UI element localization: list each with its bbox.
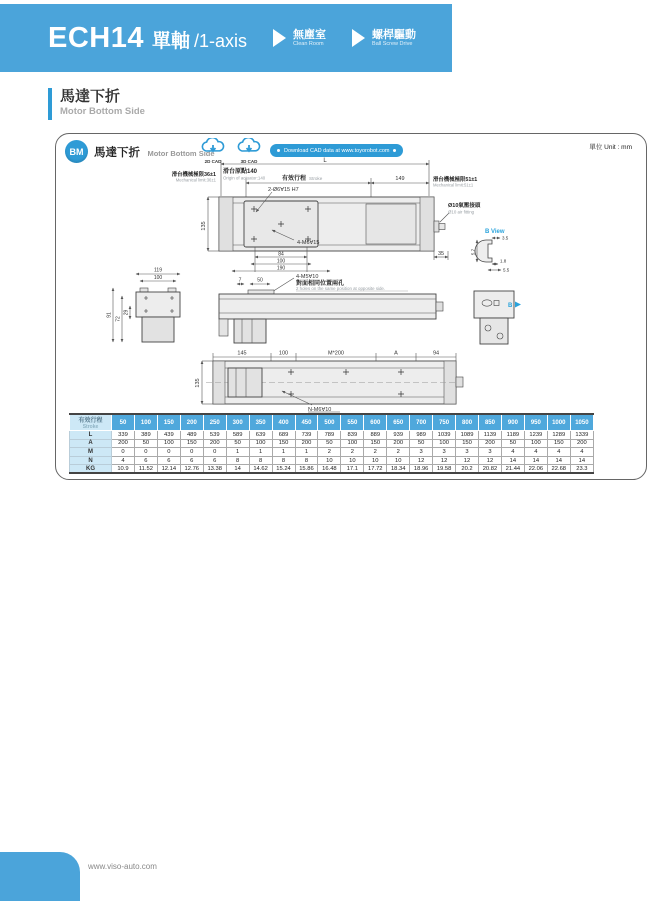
table-cell: 14	[524, 456, 547, 465]
mech-limit-left-en: Mechanical limit:36±1	[175, 177, 216, 183]
table-cell: 3	[433, 448, 456, 457]
spec-panel	[55, 133, 647, 480]
table-cell: 1239	[524, 431, 547, 440]
table-cell: 0	[203, 448, 226, 457]
table-cell: 200	[479, 439, 502, 448]
table-cell: 8	[272, 456, 295, 465]
table-row	[70, 456, 594, 465]
stroke-column-header: 650	[387, 414, 410, 431]
dot-icon	[393, 149, 396, 152]
table-cell: 2	[364, 448, 387, 457]
stroke-column-header: 50	[112, 414, 135, 431]
table-cell: 4	[524, 448, 547, 457]
stroke-header-cell: 有效行程 Stroke	[70, 414, 112, 431]
table-row	[70, 465, 594, 474]
dim-7: 7	[238, 277, 242, 284]
n-m6-label: N-M6∀10	[308, 407, 332, 413]
table-cell: 200	[112, 439, 135, 448]
table-cell: 20.2	[456, 465, 479, 474]
stroke-column-header: 400	[272, 414, 295, 431]
table-cell: 339	[112, 431, 135, 440]
dim-3-5: 3.5	[502, 235, 509, 241]
row-label: KG	[70, 465, 112, 474]
table-cell: 14	[570, 456, 593, 465]
table-cell: 10	[341, 456, 364, 465]
table-cell: 10	[364, 456, 387, 465]
dim-L: L	[323, 158, 327, 164]
table-cell: 200	[387, 439, 410, 448]
mech-limit-right-cn: 滑台機械極限51±1	[433, 177, 478, 183]
dim-5-5: 5.5	[503, 267, 510, 273]
feature-clean-room	[273, 29, 326, 48]
table-cell: 13.38	[203, 465, 226, 474]
stroke-column-header: 300	[226, 414, 249, 431]
footer-url[interactable]: www.viso-auto.com	[88, 862, 157, 871]
table-cell: 1	[226, 448, 249, 457]
cloud-download-2d-icon	[198, 138, 228, 156]
air-fitting-cn: Ø10氣壓接頭	[448, 203, 481, 209]
stroke-column-header: 900	[501, 414, 524, 431]
table-cell: 8	[226, 456, 249, 465]
table-cell: 12	[410, 456, 433, 465]
dot-icon	[277, 149, 280, 152]
cloud-download-3d-icon	[234, 138, 264, 156]
table-cell: 150	[547, 439, 570, 448]
stroke-column-header: 1050	[570, 414, 593, 431]
table-cell: 3	[479, 448, 502, 457]
table-cell: 8	[295, 456, 318, 465]
panel-heading-cn: 馬達下折	[94, 147, 140, 159]
model-title-axis: /1-axis	[194, 30, 248, 51]
table-cell: 11.52	[134, 465, 157, 474]
stroke-label-en: Stroke	[309, 176, 323, 181]
table-cell: 50	[318, 439, 341, 448]
table-cell: 4	[501, 448, 524, 457]
dim-1-8: 1.8	[500, 258, 507, 264]
table-row	[70, 431, 594, 440]
table-cell: 4	[112, 456, 135, 465]
table-cell: 3	[410, 448, 433, 457]
table-row	[70, 448, 594, 457]
table-cell: 0	[112, 448, 135, 457]
table-cell: 100	[157, 439, 180, 448]
table-cell: 1039	[433, 431, 456, 440]
dim-145: 145	[237, 350, 247, 357]
dim-50: 50	[257, 277, 263, 284]
table-cell: 6	[134, 456, 157, 465]
table-cell: 15.24	[272, 465, 295, 474]
table-cell: 489	[180, 431, 203, 440]
table-cell: 6	[157, 456, 180, 465]
table-cell: 12	[479, 456, 502, 465]
stroke-table	[69, 413, 594, 474]
m5-note-en: 2 holes on the same position at opposite side.	[296, 286, 386, 291]
b-arrow-label: B	[508, 303, 513, 309]
table-cell: 1089	[456, 431, 479, 440]
stroke-column-header: 700	[410, 414, 433, 431]
stroke-column-header: 750	[433, 414, 456, 431]
download-cad-label: Download CAD data at www.toyorobot.com	[284, 147, 390, 154]
table-cell: 789	[318, 431, 341, 440]
stroke-column-header: 200	[180, 414, 203, 431]
m5-note-cn: 對面相同位置兩孔	[296, 281, 345, 287]
row-label: L	[70, 431, 112, 440]
table-cell: 150	[272, 439, 295, 448]
mech-limit-right-en: Mechanical limit:51±1	[433, 182, 474, 188]
dim-5-7: 5.7	[470, 248, 476, 256]
feature-label-en: Ball Screw Drive	[372, 40, 413, 47]
cad-3d-label: 3D CAD	[240, 159, 258, 164]
table-cell: 6	[180, 456, 203, 465]
feature-label-cn: 螺桿驅動	[372, 28, 417, 41]
table-cell: 100	[433, 439, 456, 448]
stroke-column-header: 950	[524, 414, 547, 431]
table-cell: 200	[295, 439, 318, 448]
accent-bar	[48, 88, 52, 120]
panel-heading-en: Motor Bottom Side	[147, 149, 215, 158]
table-cell: 2	[318, 448, 341, 457]
feature-ball-screw	[352, 29, 416, 48]
table-cell: 12	[433, 456, 456, 465]
table-cell: 0	[134, 448, 157, 457]
air-fitting-en: Ø10 air fitting	[448, 209, 475, 215]
table-cell: 200	[203, 439, 226, 448]
table-cell: 50	[410, 439, 433, 448]
table-cell: 1	[272, 448, 295, 457]
mech-limit-left-cn: 滑台機械極限36±1	[171, 172, 216, 178]
model-title-cn: 單軸	[152, 30, 191, 52]
origin-label-cn: 滑台原點140	[223, 169, 258, 175]
table-cell: 14.62	[249, 465, 272, 474]
feature-label-cn: 無塵室	[293, 28, 327, 41]
table-cell: 50	[226, 439, 249, 448]
table-cell: 3	[456, 448, 479, 457]
dim-91: 91	[106, 312, 113, 318]
row-label: N	[70, 456, 112, 465]
table-cell: 539	[203, 431, 226, 440]
stroke-column-header: 250	[203, 414, 226, 431]
stroke-column-header: 350	[249, 414, 272, 431]
page-title	[48, 22, 247, 55]
dim-149: 149	[395, 176, 405, 182]
table-cell: 6	[203, 456, 226, 465]
table-cell: 20.82	[479, 465, 502, 474]
dim-100-top: 100	[276, 258, 286, 265]
table-cell: 1139	[479, 431, 502, 440]
stroke-label-cn: 有效行程	[281, 176, 307, 182]
table-cell: 17.72	[364, 465, 387, 474]
table-cell: 200	[570, 439, 593, 448]
table-cell: 100	[524, 439, 547, 448]
origin-label-en: Origin of actuator:140	[223, 175, 266, 181]
table-cell: 150	[180, 439, 203, 448]
dim-135-bottom: 135	[195, 378, 201, 388]
dim-135-top: 135	[201, 221, 207, 231]
dim-94: 94	[432, 350, 440, 357]
table-cell: 22.68	[547, 465, 570, 474]
stroke-column-header: 800	[456, 414, 479, 431]
dim-29: 29	[123, 309, 130, 316]
dim-35: 35	[437, 251, 445, 257]
b-view-label: B View	[485, 229, 505, 235]
table-cell: 8	[249, 456, 272, 465]
table-cell: 4	[570, 448, 593, 457]
dim-190: 190	[276, 265, 286, 272]
stroke-column-header: 450	[295, 414, 318, 431]
triangle-icon	[352, 29, 365, 47]
table-cell: 2	[387, 448, 410, 457]
bm-badge: BM	[65, 140, 88, 163]
table-cell: 4	[547, 448, 570, 457]
stroke-column-header: 150	[157, 414, 180, 431]
table-cell: 23.3	[570, 465, 593, 474]
m5-label: 4-M5∀10	[296, 274, 319, 280]
stroke-column-header: 100	[134, 414, 157, 431]
table-cell: 21.44	[501, 465, 524, 474]
table-cell: 19.58	[433, 465, 456, 474]
model-name: ECH14	[48, 21, 144, 54]
stroke-column-header: 500	[318, 414, 341, 431]
table-cell: 939	[387, 431, 410, 440]
section-title-en: Motor Bottom Side	[60, 106, 145, 117]
table-cell: 12	[456, 456, 479, 465]
table-cell: 10.9	[112, 465, 135, 474]
table-cell: 100	[341, 439, 364, 448]
dim-72: 72	[115, 316, 122, 322]
table-cell: 10	[318, 456, 341, 465]
table-cell: 1289	[547, 431, 570, 440]
table-cell: 15.86	[295, 465, 318, 474]
feature-label-en: Clean Room	[293, 40, 324, 47]
table-cell: 18.96	[410, 465, 433, 474]
table-cell: 17.1	[341, 465, 364, 474]
dim-119: 119	[154, 267, 162, 274]
table-cell: 2	[341, 448, 364, 457]
table-cell: 839	[341, 431, 364, 440]
section-title-cn: 馬達下折	[60, 88, 121, 105]
table-cell: 18.34	[387, 465, 410, 474]
section-heading	[48, 88, 145, 120]
row-label: A	[70, 439, 112, 448]
table-cell: 389	[134, 431, 157, 440]
table-cell: 689	[272, 431, 295, 440]
table-cell: 1339	[570, 431, 593, 440]
technical-drawing	[56, 156, 648, 418]
table-cell: 1189	[501, 431, 524, 440]
dim-100-bottom: 100	[278, 350, 289, 357]
table-cell: 989	[410, 431, 433, 440]
table-cell: 0	[180, 448, 203, 457]
table-cell: 1	[295, 448, 318, 457]
footer-tab	[0, 852, 80, 901]
table-cell: 14	[226, 465, 249, 474]
table-cell: 12.76	[180, 465, 203, 474]
table-cell: 14	[501, 456, 524, 465]
table-cell: 589	[226, 431, 249, 440]
dim-A: A	[394, 350, 398, 357]
table-cell: 50	[134, 439, 157, 448]
table-cell: 639	[249, 431, 272, 440]
table-cell: 16.48	[318, 465, 341, 474]
table-cell: 100	[249, 439, 272, 448]
row-label: M	[70, 448, 112, 457]
table-cell: 14	[547, 456, 570, 465]
b-arrow-icon	[515, 302, 521, 308]
table-cell: 889	[364, 431, 387, 440]
table-cell: 0	[157, 448, 180, 457]
hole-spec-label: 2-Ø6∀15 H7	[268, 187, 299, 193]
table-row	[70, 439, 594, 448]
header-banner	[0, 4, 452, 72]
stroke-column-header: 1000	[547, 414, 570, 431]
table-cell: 739	[295, 431, 318, 440]
table-cell: 22.06	[524, 465, 547, 474]
table-cell: 439	[157, 431, 180, 440]
table-cell: 150	[456, 439, 479, 448]
triangle-icon	[273, 29, 286, 47]
stroke-column-header: 600	[364, 414, 387, 431]
stroke-column-header: 850	[479, 414, 502, 431]
dim-100-left: 100	[153, 275, 163, 281]
table-cell: 10	[387, 456, 410, 465]
dim-m200: M*200	[328, 350, 344, 357]
unit-label: 單位 Unit : mm	[589, 144, 632, 151]
table-cell: 50	[501, 439, 524, 448]
m6-label: 4-M6∀15	[297, 240, 320, 246]
table-cell: 1	[249, 448, 272, 457]
dim-84: 84	[278, 251, 284, 258]
stroke-column-header: 550	[341, 414, 364, 431]
cad-2d-label: 2D CAD	[204, 159, 222, 164]
table-cell: 150	[364, 439, 387, 448]
table-cell: 12.14	[157, 465, 180, 474]
